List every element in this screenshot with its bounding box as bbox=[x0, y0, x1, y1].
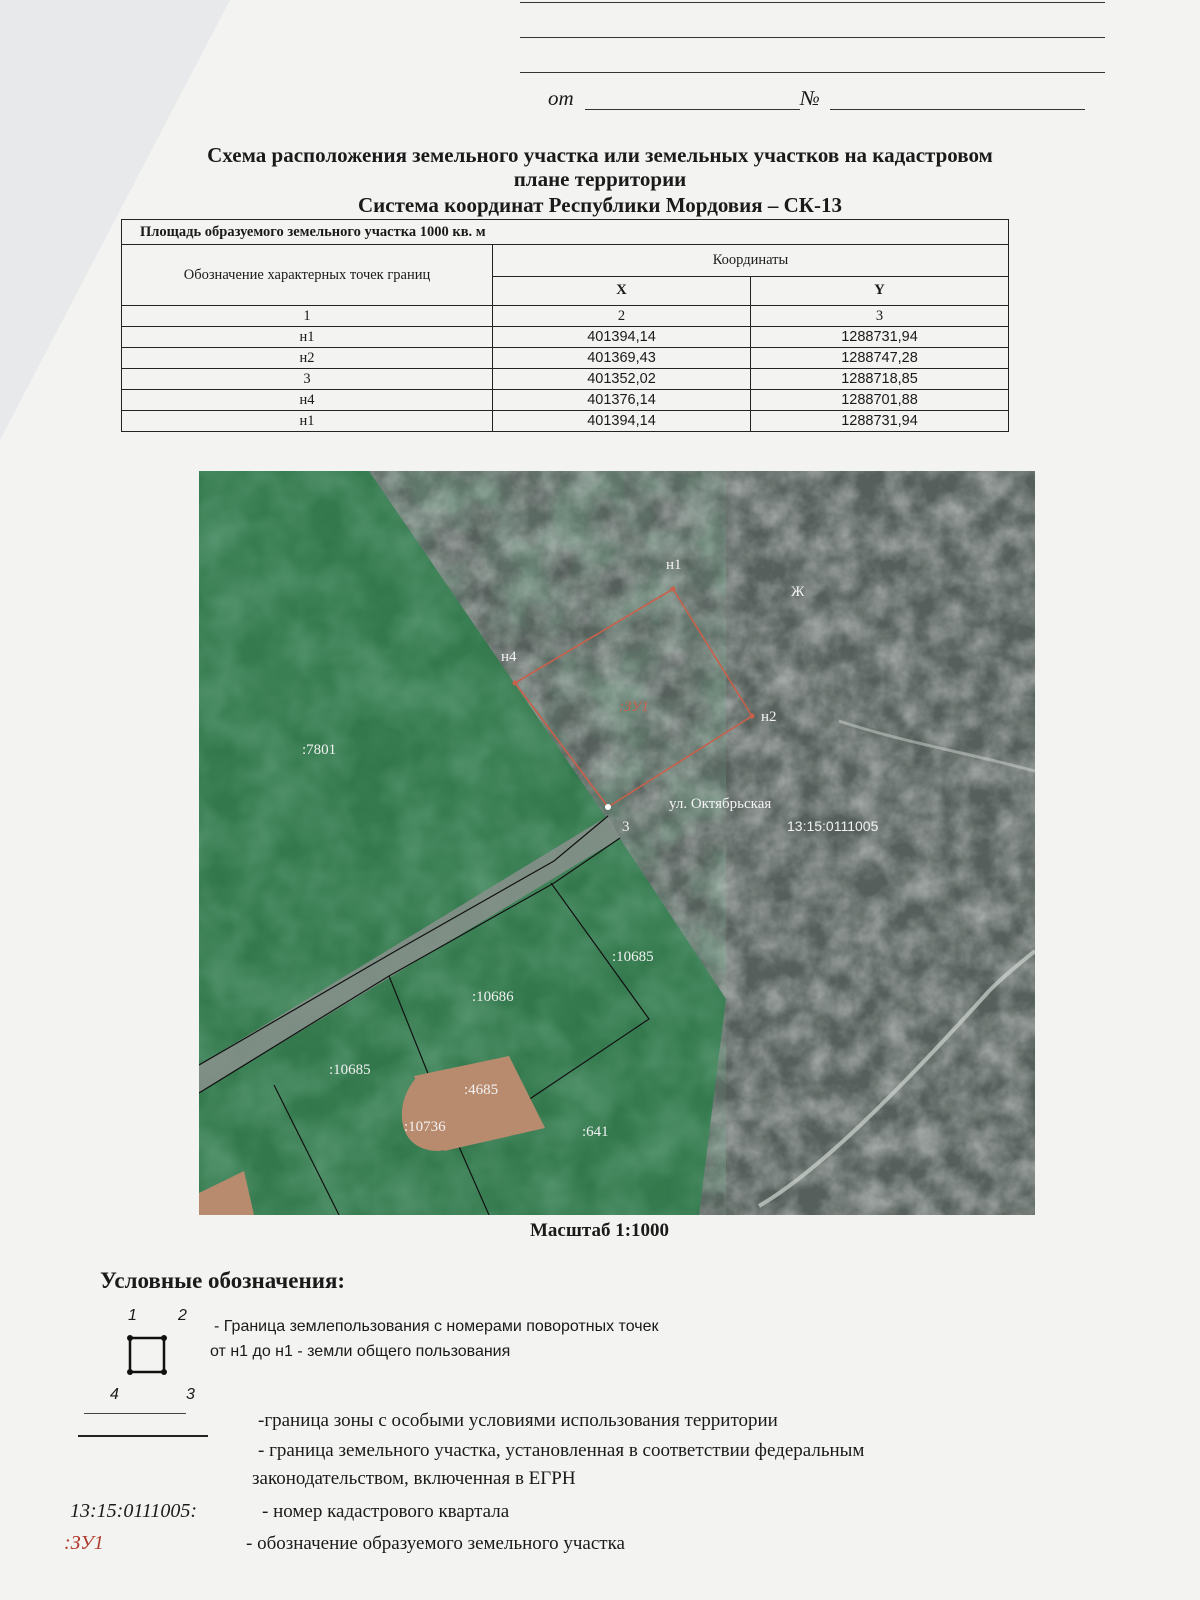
boundary-point-n2 bbox=[750, 714, 755, 719]
y-cell: 1288731,94 bbox=[751, 411, 1009, 432]
boundary-point-n4 bbox=[513, 681, 518, 686]
date-line bbox=[585, 109, 800, 110]
label-parcel-641: :641 bbox=[582, 1124, 609, 1140]
x-cell: 401352,02 bbox=[493, 369, 751, 390]
legend-point-2: 2 bbox=[178, 1307, 187, 1324]
legend-boundary-symbol bbox=[122, 1332, 172, 1378]
index-cell: 3 bbox=[751, 306, 1009, 327]
document-title-line1: Схема расположения земельного участка или земельных участков на кадастровом bbox=[207, 143, 993, 167]
y-column-header: Y bbox=[751, 276, 1009, 305]
legend-item2: -граница зоны с особыми условиями использования территории bbox=[258, 1410, 778, 1431]
table-row bbox=[122, 390, 1009, 411]
point-cell: н4 bbox=[122, 390, 493, 411]
label-3: 3 bbox=[622, 819, 630, 835]
x-cell: 401394,14 bbox=[493, 327, 751, 348]
y-cell: 1288731,94 bbox=[751, 327, 1009, 348]
date-label: от bbox=[548, 86, 574, 110]
legend-item1-line2: от н1 до н1 - земли общего пользования bbox=[210, 1343, 511, 1360]
cadastral-map bbox=[199, 471, 1035, 1215]
label-quarter: 13:15:0111005 bbox=[787, 818, 879, 834]
legend-item4: - номер кадастрового квартала bbox=[262, 1501, 510, 1522]
table-row bbox=[122, 369, 1009, 390]
label-parcel-10686: :10686 bbox=[472, 989, 514, 1005]
y-cell: 1288747,28 bbox=[751, 348, 1009, 369]
table-row bbox=[122, 411, 1009, 432]
point-cell: н2 bbox=[122, 348, 493, 369]
label-street: ул. Октябрьская bbox=[669, 796, 772, 812]
label-zh: Ж bbox=[791, 584, 805, 600]
legend-zu1-code: :ЗУ1 bbox=[64, 1532, 104, 1554]
legend-point-4: 4 bbox=[110, 1386, 119, 1403]
coords-column-header: Координаты bbox=[493, 245, 1009, 277]
y-cell: 1288718,85 bbox=[751, 369, 1009, 390]
document-title-line2: плане территории bbox=[513, 167, 687, 191]
legend-zone-line-thick bbox=[78, 1435, 208, 1437]
legend-quarter-code: 13:15:0111005: bbox=[70, 1500, 198, 1522]
index-cell: 1 bbox=[122, 306, 493, 327]
header-line bbox=[520, 2, 1105, 3]
legend-item3-line1: - граница земельного участка, установленная в соответствии федеральным bbox=[258, 1440, 865, 1461]
number-label: № bbox=[800, 86, 820, 110]
legend-point-1: 1 bbox=[128, 1307, 137, 1324]
index-cell: 2 bbox=[493, 306, 751, 327]
x-column-header: X bbox=[493, 276, 751, 305]
x-cell: 401394,14 bbox=[493, 411, 751, 432]
legend-point-3: 3 bbox=[186, 1386, 195, 1403]
label-parcel-10685-b: :10685 bbox=[329, 1062, 371, 1078]
label-n1: н1 bbox=[666, 557, 682, 573]
table-row bbox=[122, 327, 1009, 348]
legend-item5: - обозначение образуемого земельного участка bbox=[246, 1533, 625, 1554]
label-n2: н2 bbox=[761, 709, 777, 725]
header-line bbox=[520, 72, 1105, 73]
label-parcel-7801: :7801 bbox=[302, 742, 337, 758]
label-zu1: :ЗУ1 bbox=[619, 699, 649, 715]
legend-title: Условные обозначения: bbox=[100, 1268, 346, 1293]
document-title-line3: Система координат Республики Мордовия – СК-13 bbox=[357, 193, 842, 217]
label-parcel-4685: :4685 bbox=[464, 1082, 499, 1098]
table-row bbox=[122, 306, 1009, 327]
map-scale: Масштаб 1:1000 bbox=[530, 1220, 670, 1241]
boundary-point-3 bbox=[605, 804, 611, 810]
table-row bbox=[122, 348, 1009, 369]
point-cell: 3 bbox=[122, 369, 493, 390]
x-cell: 401369,43 bbox=[493, 348, 751, 369]
header-line bbox=[520, 37, 1105, 38]
number-line bbox=[830, 109, 1085, 110]
label-parcel-10736: :10736 bbox=[404, 1119, 446, 1135]
points-column-header: Обозначение характерных точек границ bbox=[122, 245, 493, 306]
y-cell: 1288701,88 bbox=[751, 390, 1009, 411]
point-cell: н1 bbox=[122, 411, 493, 432]
area-caption: Площадь образуемого земельного участка 1000 кв. м bbox=[122, 220, 1009, 245]
label-parcel-10685-a: :10685 bbox=[612, 949, 654, 965]
legend-item1-line1: - Граница землепользования с номерами поворотных точек bbox=[214, 1318, 659, 1335]
boundary-point-n1 bbox=[671, 587, 676, 592]
point-cell: н1 bbox=[122, 327, 493, 348]
coordinates-table bbox=[121, 219, 1009, 432]
x-cell: 401376,14 bbox=[493, 390, 751, 411]
legend-item3-line2: законодательством, включенная в ЕГРН bbox=[252, 1468, 576, 1489]
legend-zone-line-thin bbox=[84, 1413, 186, 1414]
label-n4: н4 bbox=[501, 649, 517, 665]
